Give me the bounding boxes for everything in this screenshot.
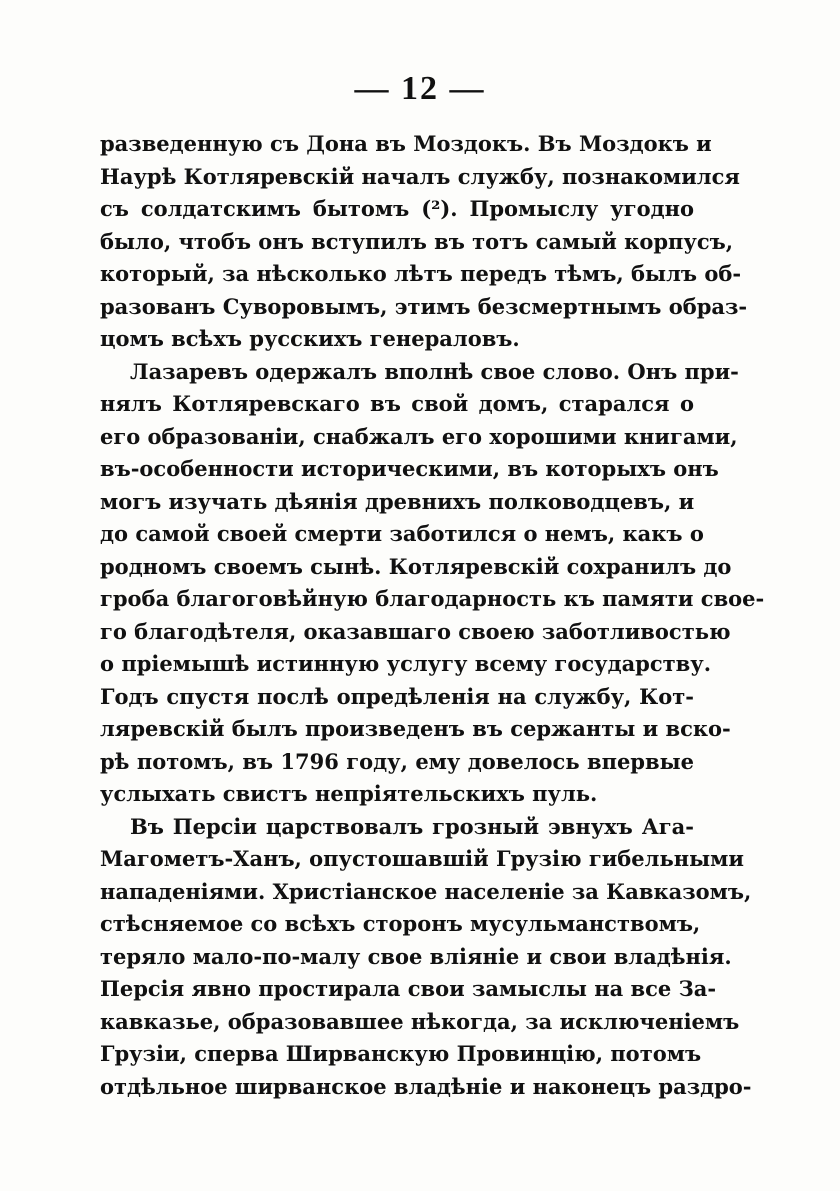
text-line: который, за нѣсколько лѣтъ передъ тѣмъ, былъ об- (100, 261, 742, 286)
text-line: кавказье, образовавшее нѣкогда, за исключеніемъ (100, 1008, 740, 1034)
text-line: услыхать свистъ непріятельскихъ пуль. (100, 781, 598, 806)
text-line: го благодѣтеля, оказавшаго своею заботливостью (100, 618, 731, 644)
text-line: отдѣльное ширванское владѣніе и наконецъ раздро- (100, 1073, 752, 1099)
text-line: Магометъ-Ханъ, опустошавшій Грузію гибельными (100, 846, 744, 871)
page-number: — 12 — (354, 70, 486, 107)
text-line: было, чтобъ онъ вступилъ въ тотъ самый корпусъ, (100, 228, 734, 254)
body-text (100, 128, 765, 1103)
text-line: его образованіи, снабжалъ его хорошими книгами, (100, 423, 738, 449)
text-line: стѣсняемое со всѣхъ сторонъ мусульманствомъ, (100, 911, 701, 936)
text-line: съ солдатскимъ бытомъ (²). Промыслу угодно (100, 196, 694, 221)
text-line: ляревскій былъ произведенъ въ сержанты и вско- (100, 716, 731, 741)
paragraph-1 (100, 128, 748, 356)
text-line: могъ изучать дѣянія древнихъ полководцевъ, и (100, 488, 695, 514)
text-line: теряло мало-по-малу свое вліяніе и свои владѣнія. (100, 943, 732, 969)
text-line: Лазаревъ одержалъ вполнѣ свое слово. Онъ при- (130, 358, 739, 384)
text-line: Персія явно простирала свои замыслы на все За- (100, 976, 717, 1001)
text-line: Въ Персіи царствовалъ грозный эвнухъ Ага- (130, 813, 694, 839)
text-line: нападеніями. Христіанское населеніе за Кавказомъ, (100, 878, 752, 904)
text-line: о пріемышѣ истинную услугу всему государству. (100, 651, 711, 676)
text-line: цомъ всѣхъ русскихъ генераловъ. (100, 326, 520, 351)
text-line: гроба благоговѣйную благодарность къ памяти свое- (100, 586, 765, 611)
text-line: родномъ своемъ сынѣ. Котляревскій сохранилъ до (100, 553, 732, 579)
paragraph-3 (100, 811, 752, 1104)
text-line: Годъ спустя послѣ опредѣленія на службу, Кот- (100, 683, 694, 709)
text-line: разведенную съ Дона въ Моздокъ. Въ Моздокъ и (100, 131, 712, 156)
text-line: разованъ Суворовымъ, этимъ безсмертнымъ образ- (100, 293, 748, 319)
text-line: нялъ Котляревскаго въ свой домъ, старался о (100, 391, 694, 416)
text-line: до самой своей смерти заботился о немъ, какъ о (100, 521, 704, 546)
text-line: въ-особенности историческими, въ которыхъ онъ (100, 456, 719, 481)
text-line: рѣ потомъ, въ 1796 году, ему довелось впервые (100, 748, 694, 774)
paragraph-2 (100, 356, 765, 811)
text-line: Грузіи, сперва Ширванскую Провинцію, потомъ (100, 1041, 702, 1066)
text-line: Наурѣ Котляревскій началъ службу, познакомился (100, 163, 740, 189)
